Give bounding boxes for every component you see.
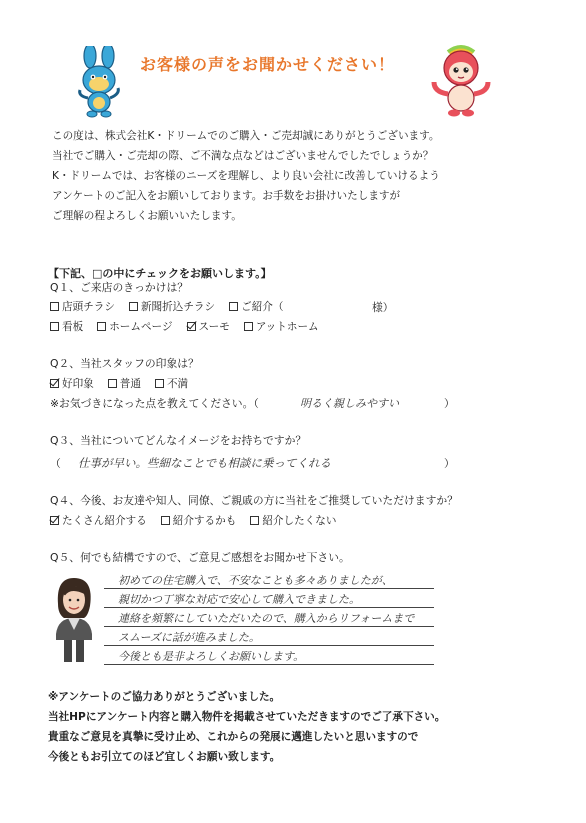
q1-option-newspaper-insert[interactable] bbox=[129, 299, 215, 314]
mascot-right-illustration bbox=[428, 44, 494, 118]
q1-option-signboard[interactable] bbox=[50, 319, 83, 334]
q4-question: Q４、今後、お友達や知人、同僚、ご親戚の方に当社をご推奨していただけますか？ bbox=[50, 494, 458, 507]
checkbox[interactable] bbox=[129, 302, 138, 311]
q4-option-no[interactable] bbox=[250, 513, 336, 528]
intro-line: この度は、株式会社K・ドリームでのご購入・ご売却誠にありがとうございます。 bbox=[52, 130, 440, 142]
checkbox[interactable] bbox=[50, 302, 59, 311]
option-label: 紹介したくない bbox=[262, 515, 337, 527]
footer-line: 当社HPにアンケート内容と購入物件を掲載させていただきますのでご了承下さい。 bbox=[48, 711, 446, 723]
checkbox[interactable] bbox=[244, 322, 253, 331]
q1-question: Q１、ご来店のきっかけは？ bbox=[50, 281, 189, 294]
q2-option-good[interactable] bbox=[50, 376, 94, 391]
q1-options-row1 bbox=[50, 299, 284, 314]
option-label: ご紹介（ bbox=[241, 301, 284, 313]
intro-line: ご理解の程よろしくお願いいたします。 bbox=[52, 210, 242, 222]
q1-option-athome[interactable] bbox=[244, 319, 319, 334]
mascot-left-illustration bbox=[72, 46, 128, 120]
footer-line: ※アンケートのご協力ありがとうございました。 bbox=[48, 691, 281, 703]
checkbox[interactable] bbox=[108, 379, 117, 388]
q1-option-suumo[interactable] bbox=[187, 319, 230, 334]
instruction-heading: 【下記、□の中にチェックをお願いします。】 bbox=[48, 267, 272, 280]
q1-option-homepage[interactable] bbox=[97, 319, 172, 334]
option-label: スーモ bbox=[198, 321, 230, 333]
intro-line: K・ドリームでは、お客様のニーズを理解し、より良い会社に改善していけるよう bbox=[52, 170, 440, 182]
q1-options-row2 bbox=[50, 319, 319, 334]
checkbox[interactable] bbox=[161, 516, 170, 525]
footer-line: 今後ともお引立てのほど宜しくお願い致します。 bbox=[48, 751, 281, 763]
option-label: アットホーム bbox=[255, 321, 319, 333]
intro-line: アンケートのご記入をお願いしております。お手数をお掛けいたしますが bbox=[52, 190, 401, 202]
q5-question: Q５、何でも結構ですので、ご意見ご感想をお聞かせ下さい。 bbox=[50, 551, 350, 564]
q3-question: Q３、当社についてどんなイメージをお持ちですか？ bbox=[50, 434, 307, 447]
option-label: 紹介するかも bbox=[172, 515, 237, 527]
option-label: 好印象 bbox=[62, 378, 94, 390]
comment-text: 初めての住宅購入で、不安なことも多々ありましたが、 bbox=[118, 574, 393, 587]
q1-option-storefront-flyer[interactable] bbox=[50, 299, 115, 314]
option-label: 不満 bbox=[166, 378, 189, 390]
checkbox-checked[interactable] bbox=[50, 379, 59, 388]
q2-options bbox=[50, 376, 188, 391]
option-label: 新聞折込チラシ bbox=[140, 301, 216, 313]
q4-option-maybe[interactable] bbox=[161, 513, 237, 528]
q1-option-referral[interactable] bbox=[229, 299, 283, 314]
checkbox[interactable] bbox=[250, 516, 259, 525]
intro-line: 当社でご購入・ご売却の際、ご不満な点などはございませんでしたでしょうか？ bbox=[52, 150, 434, 162]
page-title: お客様の声をお聞かせください！ bbox=[140, 55, 396, 74]
comment-line bbox=[104, 646, 434, 665]
comment-text: 今後とも是非よろしくお願いします。 bbox=[118, 650, 305, 663]
q2-note-answer: 明るく親しみやすい bbox=[300, 397, 399, 410]
comment-text: スムーズに話が進みました。 bbox=[118, 631, 260, 644]
checkbox-checked[interactable] bbox=[187, 322, 196, 331]
checkbox[interactable] bbox=[97, 322, 106, 331]
checkbox[interactable] bbox=[50, 322, 59, 331]
comment-line bbox=[104, 608, 434, 627]
q2-note-prompt: ※お気づきになった点を教えてください。（ bbox=[50, 397, 259, 410]
q2-note-close: ） bbox=[444, 397, 455, 410]
q3-open-paren: （ bbox=[50, 457, 61, 470]
option-label: 店頭チラシ bbox=[62, 301, 115, 313]
q2-option-dissatisfied[interactable] bbox=[155, 376, 188, 391]
option-label: たくさん紹介する bbox=[62, 515, 147, 527]
footer-notes bbox=[48, 687, 445, 767]
comment-text: 親切かつ丁寧な対応で安心して購入できました。 bbox=[118, 593, 360, 606]
option-label: ホームページ bbox=[109, 321, 173, 333]
q3-close-paren: ） bbox=[444, 457, 455, 470]
q3-answer: 仕事が早い。些細なことでも相談に乗ってくれる bbox=[78, 456, 331, 470]
checkbox-checked[interactable] bbox=[50, 516, 59, 525]
comment-text: 連絡を頻繁にしていただいたので、購入からリフォームまで bbox=[118, 612, 415, 625]
option-label: 看板 bbox=[62, 321, 84, 333]
footer-line: 貴重なご意見を真摯に受け止め、これからの発展に邁進したいと思いますので bbox=[48, 731, 419, 743]
q2-question: Q２、当社スタッフの印象は？ bbox=[50, 357, 199, 370]
customer-portrait bbox=[50, 574, 98, 664]
comment-line bbox=[104, 627, 434, 646]
comment-line bbox=[104, 589, 434, 608]
checkbox[interactable] bbox=[155, 379, 164, 388]
q2-option-normal[interactable] bbox=[108, 376, 141, 391]
q1-referral-suffix: 様） bbox=[372, 301, 394, 314]
option-label: 普通 bbox=[119, 378, 141, 390]
q4-options bbox=[50, 513, 336, 528]
q5-comment-block bbox=[104, 570, 434, 665]
intro-paragraph bbox=[52, 126, 440, 226]
comment-line bbox=[104, 570, 434, 589]
checkbox[interactable] bbox=[229, 302, 238, 311]
q4-option-many[interactable] bbox=[50, 513, 147, 528]
